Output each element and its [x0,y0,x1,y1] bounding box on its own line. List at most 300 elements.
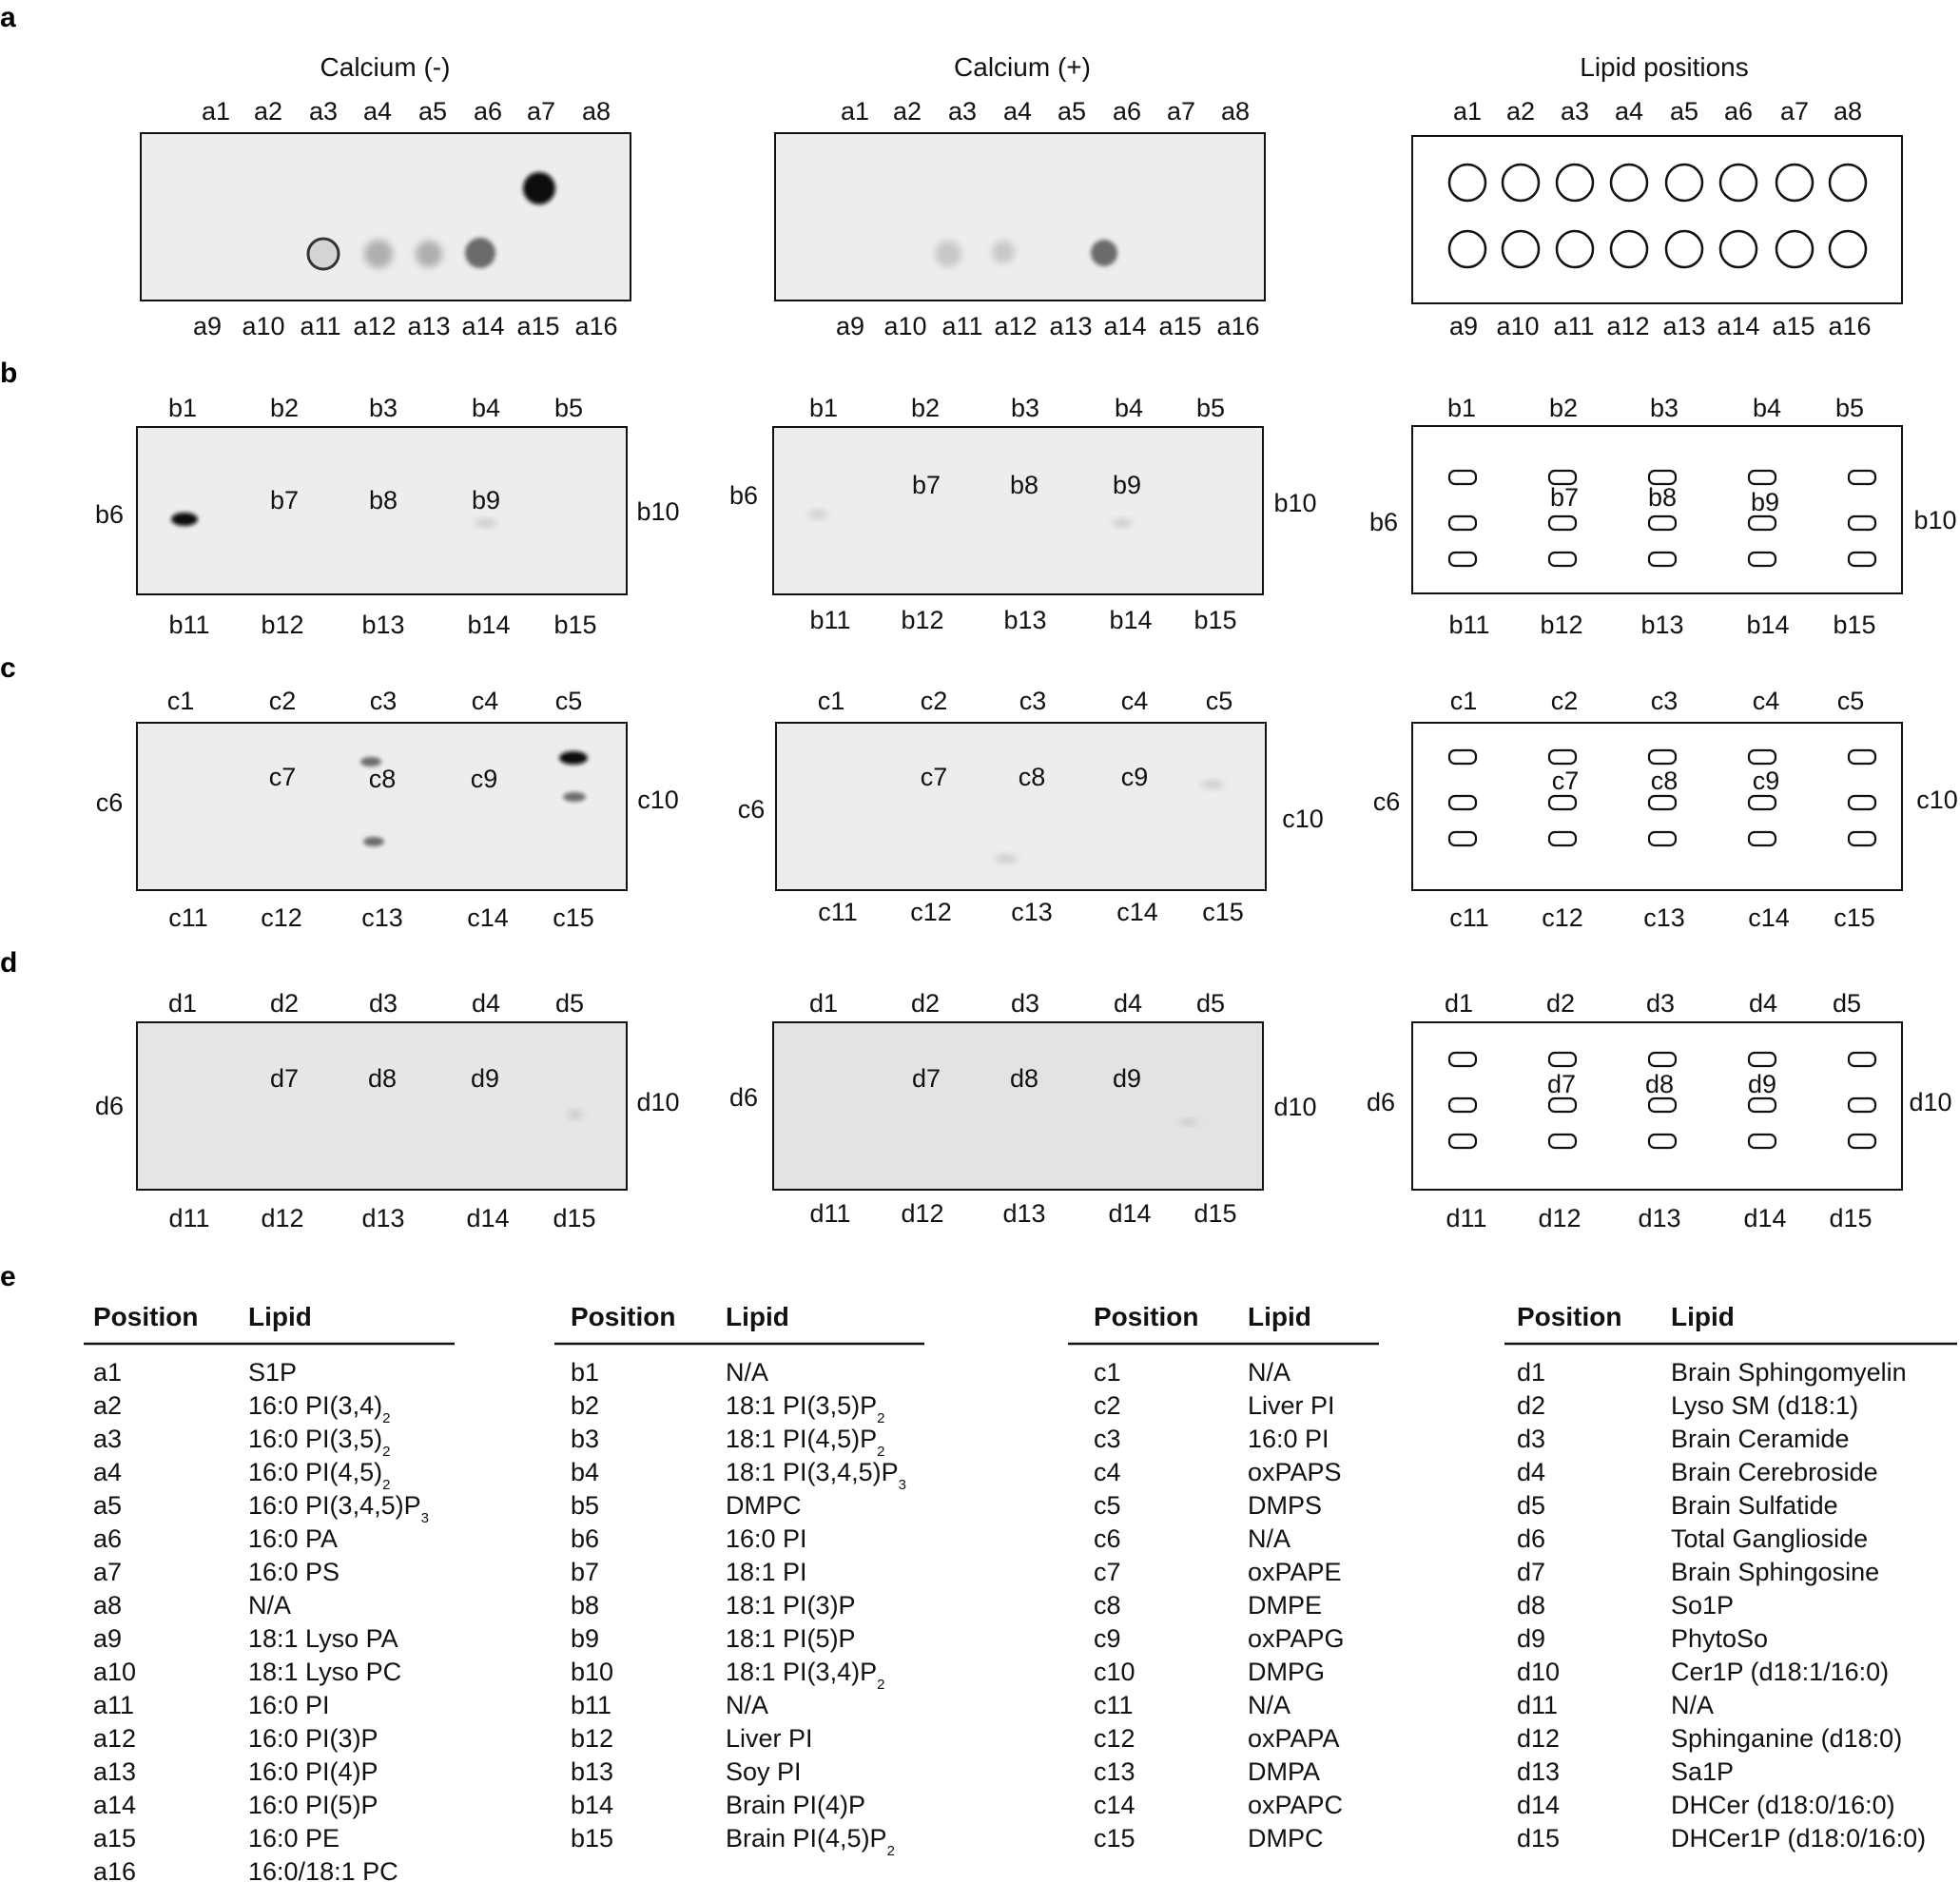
a-bottom-label: a9 [192,312,223,340]
blot-spot-calcium-plus-d10 [1180,1119,1197,1125]
blot-spot-calcium-minus-a14 [465,238,495,268]
d-top-label: d1 [167,989,198,1018]
table-row [1094,1658,1325,1686]
subscript: 2 [877,1410,885,1426]
d-left-label: d6 [1366,1088,1396,1116]
table-row [1517,1591,1734,1620]
table-row [1517,1524,1868,1553]
table-cell-lipid: 18:1 $PI(3,5)P_2$ [726,1391,885,1426]
schematic-a [1412,136,1902,303]
table-cell-lipid: 18:1 PI [726,1558,807,1586]
table-cell-position: d2 [1517,1391,1546,1420]
d-mid-label: d8 [367,1064,398,1093]
table-cell-lipid: 16:0 PA [248,1524,339,1553]
lipid-table-2 [554,1302,924,1859]
d-bottom-label: d13 [1002,1199,1046,1228]
d-bottom-label: d11 [809,1199,851,1228]
blot-c-calcium-minus [137,723,627,890]
table-cell-lipid: N/A [1248,1691,1291,1719]
table-cell-position: b11 [571,1691,612,1719]
b-mid-label: b8 [1009,471,1039,499]
table-cell-position: a15 [93,1824,137,1853]
table-cell-position: c8 [1094,1591,1121,1620]
a-bottom-label: a11 [300,312,341,340]
table-cell-lipid: oxPAPG [1248,1624,1345,1653]
blot-c-calcium-plus [776,723,1266,890]
table-row [571,1425,884,1460]
table-cell-position: d8 [1517,1591,1546,1620]
b-top-label: b5 [1834,394,1865,422]
blot-spot-calcium-minus-b6 [171,513,198,526]
c-mid-label: c7 [920,763,948,791]
table-cell-lipid: Cer1P (d18:1/16:0) [1671,1658,1890,1686]
subscript: 2 [382,1410,391,1426]
b-mid-label: b8 [1647,483,1678,512]
table-cell-lipid: 18:1 $PI(3,4,5)P_3$ [726,1458,906,1493]
d-mid-label: d8 [1644,1070,1675,1098]
d-top-label: d5 [554,989,585,1018]
c-top-label: c1 [817,687,845,715]
blot-spot-calcium-minus-b9 [475,519,497,527]
table-row [571,1757,802,1786]
table-row [1517,1558,1879,1586]
table-cell-position: d12 [1517,1724,1561,1753]
table-cell-lipid: 16:0 PS [248,1558,340,1586]
table-row [1094,1691,1290,1719]
table-cell-lipid: Lyso SM (d18:1) [1671,1391,1859,1420]
panel-letter-b: b [0,358,18,389]
table-row [93,1691,330,1719]
table-row [1517,1691,1714,1719]
c-right-label: c10 [1282,805,1324,833]
blot-d-calcium-minus [137,1022,627,1190]
c-mid-label: c9 [470,765,498,793]
b-bottom-label: b12 [901,606,944,634]
a-bottom-label: a10 [242,312,285,340]
a-top-label: a1 [201,97,231,126]
table-cell-position: a7 [93,1558,123,1586]
table-cell-position: d10 [1517,1658,1561,1686]
subscript: 2 [886,1843,895,1859]
c-top-label: c2 [268,687,297,715]
table-row [1517,1358,1907,1387]
d-top-label: d5 [1832,989,1862,1018]
c-top-label: c5 [554,687,583,715]
panel-letter-e: e [0,1261,16,1292]
b-bottom-label: b13 [361,611,405,639]
table-row [1517,1491,1838,1520]
d-top-label: d2 [269,989,300,1018]
table-cell-lipid: Brain Cerebroside [1671,1458,1878,1486]
d-left-label: d6 [728,1083,759,1112]
table-cell-lipid: Brain PI(4)P [726,1791,866,1819]
table-cell-position: c13 [1094,1757,1135,1786]
c-mid-label: c8 [368,765,397,793]
table-header-lipid: Lipid [248,1302,312,1331]
b-top-label: b3 [1010,394,1040,422]
table-header-position: Position [571,1302,676,1331]
blot-spot-calcium-plus-b9 [1113,519,1132,527]
c-top-label: c2 [920,687,948,715]
table-cell-lipid: oxPAPC [1248,1791,1344,1819]
subscript: 2 [382,1444,391,1460]
table-row [1517,1724,1902,1753]
table-row [1517,1824,1926,1853]
blot-spot-calcium-minus-a12 [364,240,393,268]
c-bottom-label: c14 [1116,898,1158,926]
blot-spot-calcium-minus-a13 [416,241,442,267]
table-cell-lipid: Liver PI [1248,1391,1335,1420]
table-cell-position: d4 [1517,1458,1546,1486]
table-cell-lipid: DHCer (d18:0/16:0) [1671,1791,1895,1819]
table-header-lipid: Lipid [1671,1302,1735,1331]
table-cell-position: c2 [1094,1391,1121,1420]
a-top-label: a3 [308,97,339,126]
table-row [1094,1724,1340,1753]
table-cell-lipid: 18:1 Lyso PC [248,1658,402,1686]
table-row [93,1724,378,1753]
d-mid-label: d9 [1112,1064,1142,1093]
d-bottom-label: d11 [168,1204,210,1232]
d-bottom-label: d14 [1743,1204,1787,1232]
b-mid-label: b8 [368,486,398,514]
table-cell-position: a9 [93,1624,123,1653]
subscript: 3 [898,1477,906,1493]
title-calcium-plus: Calcium (+) [954,52,1091,82]
table-cell-lipid: 16:0 PI(3)P [248,1724,378,1753]
b-bottom-label: b15 [553,611,597,639]
blot-spot-calcium-minus-c13 [363,837,384,846]
panel-letter-a: a [0,2,16,33]
table-cell-position: b10 [571,1658,614,1686]
table-row [571,1691,768,1719]
b-mid-label: b9 [1112,471,1142,499]
c-bottom-label: c13 [361,903,403,932]
d-left-label: d6 [94,1092,125,1120]
table-cell-lipid: 16:0 PI [1248,1425,1329,1453]
table-cell-position: b9 [571,1624,600,1653]
table-row [93,1857,398,1882]
c-top-label: c1 [166,687,195,715]
c-top-label: c3 [369,687,398,715]
table-cell-lipid: 16:0 PE [248,1824,340,1853]
table-cell-position: b8 [571,1591,600,1620]
b-bottom-label: b13 [1640,611,1684,639]
table-cell-lipid: N/A [1671,1691,1715,1719]
table-cell-position: a5 [93,1491,123,1520]
table-row [571,1558,807,1586]
table-cell-position: a3 [93,1425,123,1453]
b-top-label: b2 [269,394,300,422]
b-bottom-label: b15 [1193,606,1237,634]
table-row [93,1624,398,1653]
a-top-label: a7 [1166,97,1196,126]
table-cell-lipid: oxPAPE [1248,1558,1342,1586]
table-cell-lipid: DMPC [726,1491,802,1520]
c-bottom-label: c15 [1202,898,1244,926]
table-cell-lipid: Brain Sphingosine [1671,1558,1880,1586]
table-row [1094,1558,1342,1586]
table-header-position: Position [1517,1302,1622,1331]
d-bottom-label: d15 [553,1204,596,1232]
table-cell-position: d13 [1517,1757,1561,1786]
table-row [93,1491,429,1526]
b-bottom-label: b14 [467,611,511,639]
table-cell-lipid: S1P [248,1358,298,1387]
schematic-c [1412,723,1902,890]
table-row [1094,1458,1342,1486]
blot-a-calcium-minus [141,133,631,301]
blot-spot-calcium-minus-c10 [563,792,586,802]
table-row [571,1591,856,1620]
table-cell-lipid: 16:0 $PI(3,4)_2$ [248,1391,391,1426]
table-row [93,1391,390,1426]
table-cell-position: d15 [1517,1824,1561,1853]
c-left-label: c6 [1372,787,1401,816]
schematic-d [1412,1022,1902,1190]
c-top-label: c4 [1120,687,1149,715]
blot-a-calcium-plus [775,133,1265,301]
table-cell-lipid: So1P [1671,1591,1735,1620]
b-bottom-label: b14 [1746,611,1790,639]
d-mid-label: d7 [1546,1070,1577,1098]
table-cell-lipid: Sphinganine (d18:0) [1671,1724,1903,1753]
c-mid-label: c9 [1752,766,1780,795]
c-left-label: c6 [95,788,124,817]
a-top-label: a5 [1057,97,1087,126]
table-row [571,1658,884,1693]
c-top-label: c3 [1019,687,1047,715]
b-top-label: b1 [808,394,839,422]
table-cell-lipid: 18:1 $PI(4,5)P_2$ [726,1425,885,1460]
a-top-label: a3 [1560,97,1590,126]
b-bottom-label: b12 [261,611,304,639]
table-cell-lipid: 16:0 PI(5)P [248,1791,378,1819]
a-top-label: a2 [253,97,283,126]
table-row [571,1824,895,1859]
table-cell-position: d11 [1517,1691,1559,1719]
b-bottom-label: b13 [1003,606,1047,634]
table-cell-lipid: Brain Ceramide [1671,1425,1850,1453]
c-mid-label: c9 [1120,763,1149,791]
b-top-label: b1 [1446,394,1477,422]
table-cell-position: a16 [93,1857,137,1882]
b-mid-label: b9 [471,486,501,514]
a-top-label: a8 [581,97,611,126]
a-bottom-label: a9 [835,312,865,340]
a-top-label: a7 [526,97,556,126]
b-top-label: b4 [471,394,501,422]
table-row [93,1591,291,1620]
table-cell-lipid: N/A [726,1358,769,1387]
table-cell-lipid: DMPC [1248,1824,1324,1853]
table-cell-position: a1 [93,1358,123,1387]
table-row [93,1524,338,1553]
table-cell-lipid: N/A [248,1591,292,1620]
table-cell-position: b15 [571,1824,614,1853]
d-right-label: d10 [1273,1093,1317,1121]
table-cell-lipid: DHCer1P (d18:0/16:0) [1671,1824,1927,1853]
table-row [1517,1757,1734,1786]
c-right-label: c10 [637,786,679,814]
blot-spot-calcium-plus-b6 [808,511,827,518]
table-cell-position: c12 [1094,1724,1135,1753]
table-cell-position: d5 [1517,1491,1546,1520]
d-bottom-label: d15 [1829,1204,1873,1232]
d-mid-label: d9 [470,1064,500,1093]
table-cell-lipid: Total Ganglioside [1671,1524,1869,1553]
blot-spot-calcium-plus-a12 [992,241,1015,263]
table-cell-lipid: PhytoSo [1671,1624,1769,1653]
table-cell-position: b6 [571,1524,600,1553]
a-top-label: a6 [473,97,503,126]
table-cell-position: c6 [1094,1524,1121,1553]
title-calcium-minus: Calcium (-) [320,52,451,82]
table-row [1094,1824,1324,1853]
a-top-label: a2 [892,97,922,126]
table-cell-position: d1 [1517,1358,1546,1387]
b-left-label: b6 [728,481,759,510]
b-top-label: b5 [553,394,584,422]
a-bottom-label: a13 [407,312,451,340]
b-left-label: b6 [1368,508,1399,536]
table-cell-position: b12 [571,1724,614,1753]
table-cell-lipid: 18:1 PI(3)P [726,1591,856,1620]
lipid-position-tables [84,1302,1957,1882]
table-cell-position: c14 [1094,1791,1135,1819]
table-row [93,1757,378,1786]
table-cell-position: d6 [1517,1524,1546,1553]
table-cell-lipid: N/A [1248,1524,1291,1553]
a-top-label: a1 [840,97,870,126]
a-top-label: a6 [1112,97,1142,126]
table-cell-position: b7 [571,1558,600,1586]
lipid-table-3 [1068,1302,1379,1853]
a-bottom-label: a13 [1049,312,1093,340]
table-row [1517,1658,1889,1686]
blot-frames [137,133,1266,1190]
table-cell-position: d7 [1517,1558,1546,1586]
table-cell-position: c15 [1094,1824,1135,1853]
b-top-label: b2 [1548,394,1579,422]
d-mid-label: d7 [269,1064,300,1093]
table-cell-position: a10 [93,1658,137,1686]
table-row [1094,1791,1343,1819]
a-bottom-label: a10 [883,312,927,340]
table-row [93,1358,297,1387]
panel-letter-c: c [0,652,16,684]
a-bottom-label: a11 [941,312,983,340]
table-row [1094,1425,1329,1453]
blot-d-calcium-plus [773,1022,1263,1190]
a-top-label: a3 [947,97,978,126]
table-cell-lipid: 16:0 $PI(3,4,5)P_3$ [248,1491,429,1526]
table-cell-position: b4 [571,1458,600,1486]
table-cell-position: c10 [1094,1658,1135,1686]
table-cell-position: a2 [93,1391,123,1420]
a-top-label: a5 [417,97,448,126]
table-row [1517,1458,1878,1486]
lipid-table-1 [84,1302,455,1882]
blot-spot-calcium-minus-a7 [523,172,555,204]
subscript: 2 [877,1677,885,1693]
d-bottom-label: d14 [466,1204,510,1232]
table-cell-position: c7 [1094,1558,1121,1586]
d-bottom-label: d12 [1538,1204,1582,1232]
c-bottom-label: c12 [1542,903,1583,932]
a-bottom-label: a14 [1717,312,1760,340]
d-bottom-label: d12 [261,1204,304,1232]
a-top-label: a4 [1002,97,1033,126]
c-bottom-label: c13 [1011,898,1053,926]
c-bottom-label: c13 [1643,903,1685,932]
d-bottom-label: d14 [1108,1199,1152,1228]
table-row [571,1491,802,1520]
table-row [93,1558,340,1586]
table-row [1517,1425,1850,1453]
b-top-label: b2 [910,394,941,422]
table-cell-position: c4 [1094,1458,1121,1486]
c-bottom-label: c15 [553,903,594,932]
table-row [93,1425,390,1460]
title-lipid-positions: Lipid positions [1580,52,1749,82]
table-row [1094,1524,1290,1553]
table-row [93,1791,378,1819]
table-cell-position: c3 [1094,1425,1121,1453]
blot-spot-calcium-plus-c10 [1201,781,1224,788]
b-bottom-label: b15 [1833,611,1876,639]
b-top-label: b3 [1649,394,1679,422]
a-top-label: a8 [1833,97,1863,126]
c-bottom-label: c12 [261,903,302,932]
c-bottom-label: c11 [168,903,208,932]
d-top-label: d4 [1113,989,1143,1018]
a-bottom-label: a12 [1606,312,1650,340]
blot-b-calcium-plus [773,427,1263,594]
a-bottom-label: a14 [1103,312,1147,340]
table-cell-lipid: oxPAPS [1248,1458,1342,1486]
d-bottom-label: d12 [901,1199,944,1228]
a-bottom-label: a15 [516,312,560,340]
d-top-label: d2 [910,989,941,1018]
c-bottom-label: c14 [1748,903,1790,932]
table-cell-position: c9 [1094,1624,1121,1653]
schematic-frames [1412,136,1902,1190]
table-row [93,1824,340,1853]
panel-letter-d: d [0,947,18,979]
table-row [571,1524,807,1553]
blot-spot-calcium-minus-a11 [308,239,339,269]
table-cell-lipid: Liver PI [726,1724,813,1753]
table-row [93,1658,401,1686]
table-row [1094,1624,1345,1653]
table-cell-lipid: 18:1 PI(5)P [726,1624,856,1653]
table-cell-lipid: 16:0 PI [248,1691,330,1719]
c-mid-label: c8 [1650,766,1679,795]
table-row [1094,1491,1322,1520]
c-bottom-label: c14 [467,903,509,932]
table-cell-position: a11 [93,1691,135,1719]
table-row [571,1724,813,1753]
table-row [571,1358,768,1387]
table-row [93,1458,390,1493]
b-bottom-label: b11 [809,606,851,634]
a-bottom-label: a15 [1772,312,1815,340]
b-mid-label: b7 [1549,483,1580,512]
table-row [1094,1757,1320,1786]
a-bottom-label: a14 [461,312,505,340]
a-bottom-label: a12 [994,312,1038,340]
